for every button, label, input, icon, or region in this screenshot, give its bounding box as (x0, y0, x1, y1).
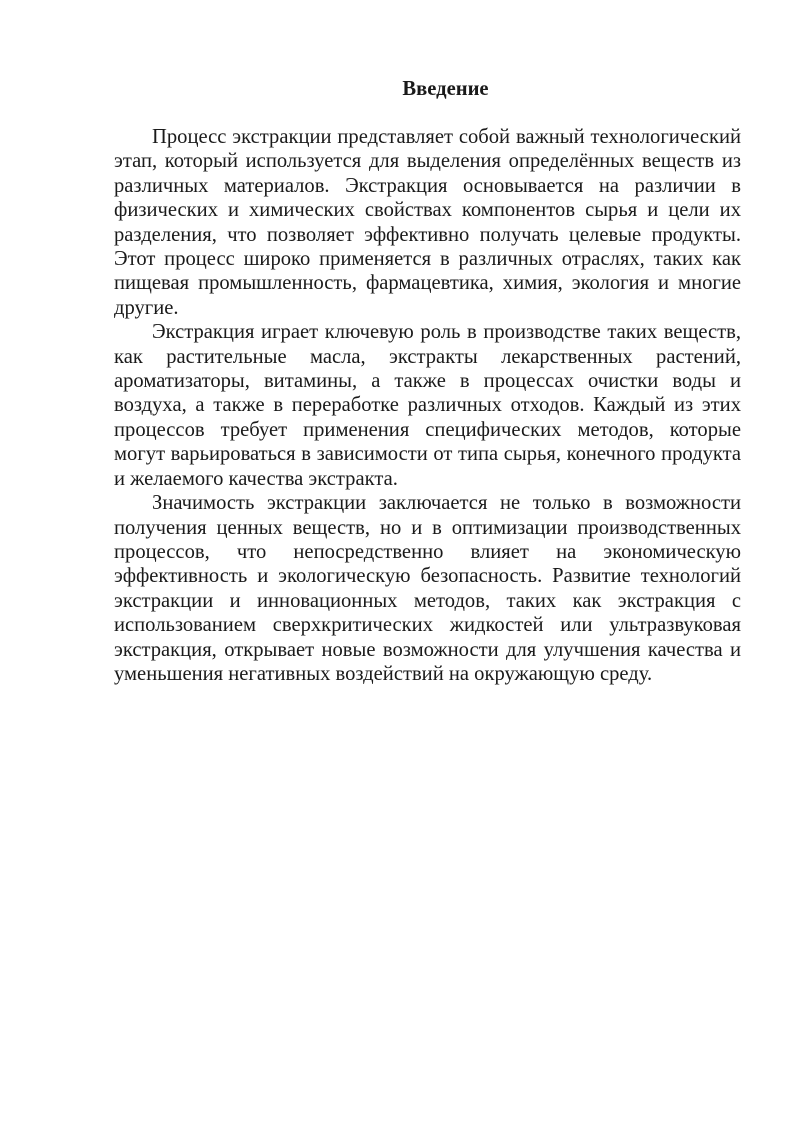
page-title: Введение (402, 78, 489, 100)
paragraph-1: Процесс экстракции представляет собой важный технологический этап, который используется для выделения определённых веществ из различных материалов. Экстракция основывается на различии в физических и химических свойствах компонентов сырья и цели их разделения, что позволяет эффективно получать целевые продукты. Этот процесс широко применяется в различных отраслях, таких как пищевая промышленность, фармацевтика, химия, экология и многие другие. (114, 126, 741, 319)
paragraph-2: Экстракция играет ключевую роль в производстве таких веществ, как растительные масла, экстракты лекарственных растений, ароматизаторы, витамины, а также в процессах очистки воды и воздуха, а также в переработке различных отходов. Каждый из этих процессов требует применения специфических методов, которые могут варьироваться в зависимости от типа сырья, конечного продукта и желаемого качества экстракта. (114, 321, 741, 490)
paragraph-3: Значимость экстракции заключается не только в возможности получения ценных веществ, но и в оптимизации производственных процессов, что непосредственно влияет на экономическую эффективность и экологическую безопасность. Развитие технологий экстракции и инновационных методов, таких как экстракция с использованием сверхкритических жидкостей или ультразвуковая экстракция, открывает новые возможности для улучшения качества и уменьшения негативных воздействий на окружающую среду. (114, 492, 741, 685)
document-body (114, 77, 741, 686)
